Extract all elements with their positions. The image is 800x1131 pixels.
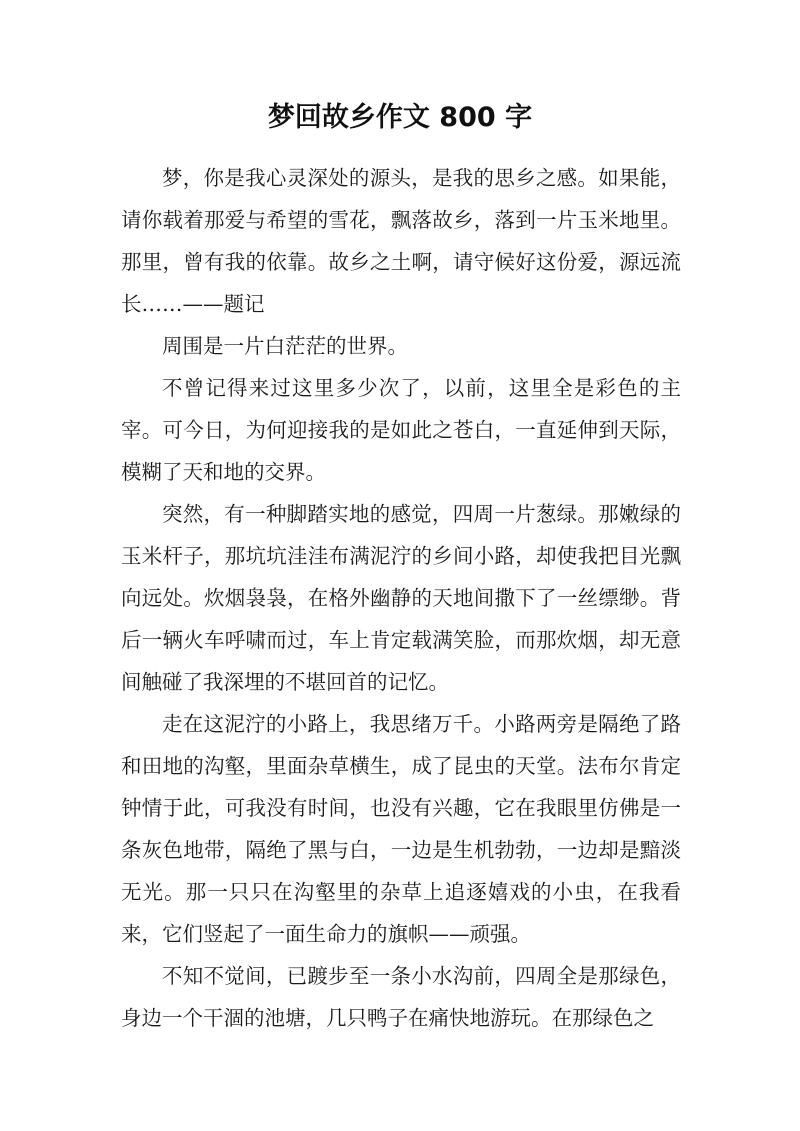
paragraph: 周围是一片白茫茫的世界。	[162, 334, 408, 358]
paragraph: 不知不觉间，已踱步至一条小水沟前，四周全是那绿色，身边一个干涸的池塘，几只鸭子在痛快地游玩。在那绿色之	[121, 964, 681, 1030]
essay-body	[121, 157, 681, 1039]
paragraph: 突然，有一种脚踏实地的感觉，四周一片葱绿。那嫩绿的玉米杆子，那坑坑洼洼布满泥泞的乡间小路，却使我把目光飘向远处。炊烟袅袅，在格外幽静的天地间撒下了一丝缥缈。背后一辆火车呼啸而过，车上肯定载满笑脸，而那炊烟，却无意间触碰了我深埋的不堪回首的记忆。	[121, 502, 681, 694]
paragraph-epigraph: 梦，你是我心灵深处的源头，是我的思乡之感。如果能，请你载着那爱与希望的雪花，飘落故乡，落到一片玉米地里。那里，曾有我的依靠。故乡之土啊，请守候好这份爱，源远流长……——题记	[121, 166, 681, 316]
document-title: 梦回故乡作文 800 字	[267, 102, 533, 133]
paragraph: 不曾记得来过这里多少次了，以前，这里全是彩色的主宰。可今日，为何迎接我的是如此之苍白，一直延伸到天际，模糊了天和地的交界。	[121, 376, 681, 484]
paragraph: 走在这泥泞的小路上，我思绪万千。小路两旁是隔绝了路和田地的沟壑，里面杂草横生，成了昆虫的天堂。法布尔肯定钟情于此，可我没有时间，也没有兴趣，它在我眼里仿佛是一条灰色地带，隔绝了黑与白，一边是生机勃勃，一边却是黯淡无光。那一只只在沟壑里的杂草上追逐嬉戏的小虫，在我看来，它们竖起了一面生命力的旗帜——顽强。	[121, 712, 681, 946]
